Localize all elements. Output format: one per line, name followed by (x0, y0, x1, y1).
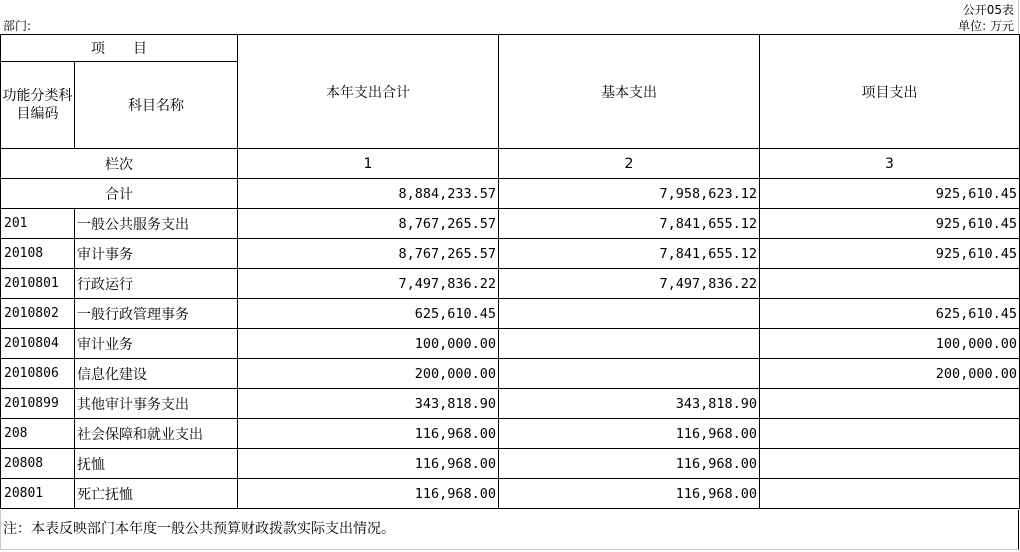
row-col3: 200,000.00 (760, 359, 1020, 389)
project-header-left: 项 (91, 41, 105, 57)
row-col2: 116,968.00 (499, 449, 760, 479)
row-col1: 8,767,265.57 (238, 209, 499, 239)
row-name: 信息化建设 (75, 359, 238, 389)
table-row (1, 299, 1020, 329)
row-col1: 7,497,836.22 (238, 269, 499, 299)
row-col3 (760, 419, 1020, 449)
total-col3: 925,610.45 (760, 179, 1020, 209)
row-col2 (499, 329, 760, 359)
row-col2 (499, 359, 760, 389)
row-col2: 7,841,655.12 (499, 239, 760, 269)
row-col3: 625,610.45 (760, 299, 1020, 329)
row-col1: 200,000.00 (238, 359, 499, 389)
row-col3: 925,610.45 (760, 239, 1020, 269)
row-name: 社会保障和就业支出 (75, 419, 238, 449)
row-col2: 116,968.00 (499, 419, 760, 449)
expenditure-table (0, 34, 1020, 509)
row-col3: 925,610.45 (760, 209, 1020, 239)
row-col1: 8,767,265.57 (238, 239, 499, 269)
row-col3 (760, 479, 1020, 509)
row-name: 一般行政管理事务 (75, 299, 238, 329)
name-col-header: 科目名称 (75, 62, 238, 149)
table-row (1, 449, 1020, 479)
unit-label: 单位: 万元 (958, 19, 1014, 33)
total-label: 合计 (1, 179, 238, 209)
row-code: 2010899 (1, 389, 75, 419)
col-total-header: 本年支出合计 (238, 35, 499, 149)
column-index-label: 栏次 (1, 149, 238, 179)
row-code: 2010801 (1, 269, 75, 299)
row-col2: 343,818.90 (499, 389, 760, 419)
total-col2: 7,958,623.12 (499, 179, 760, 209)
row-col1: 625,610.45 (238, 299, 499, 329)
row-col3: 100,000.00 (760, 329, 1020, 359)
code-col-header: 功能分类科目编码 (1, 62, 75, 149)
table-row (1, 329, 1020, 359)
col-project-header: 项目支出 (760, 35, 1020, 149)
table-row (1, 419, 1020, 449)
column-index-3: 3 (760, 149, 1020, 179)
row-code: 20801 (1, 479, 75, 509)
project-header-right: 目 (133, 41, 147, 57)
row-col2 (499, 299, 760, 329)
column-index-2: 2 (499, 149, 760, 179)
row-col2: 7,841,655.12 (499, 209, 760, 239)
footnote: 注：本表反映部门本年度一般公共预算财政拨款实际支出情况。 (3, 521, 395, 537)
row-code: 20808 (1, 449, 75, 479)
col-basic-header: 基本支出 (499, 35, 760, 149)
row-col1: 116,968.00 (238, 479, 499, 509)
header-row-project (1, 35, 1020, 62)
table-row (1, 269, 1020, 299)
row-col3 (760, 389, 1020, 419)
form-code: 公开05表 (962, 3, 1014, 17)
row-col3 (760, 449, 1020, 479)
total-col1: 8,884,233.57 (238, 179, 499, 209)
row-code: 2010806 (1, 359, 75, 389)
row-code: 2010802 (1, 299, 75, 329)
row-name: 审计事务 (75, 239, 238, 269)
table-row (1, 389, 1020, 419)
row-col3 (760, 269, 1020, 299)
row-code: 208 (1, 419, 75, 449)
row-code: 201 (1, 209, 75, 239)
row-name: 审计业务 (75, 329, 238, 359)
row-code: 2010804 (1, 329, 75, 359)
row-col1: 100,000.00 (238, 329, 499, 359)
column-index-row (1, 149, 1020, 179)
row-col1: 116,968.00 (238, 449, 499, 479)
row-col2: 116,968.00 (499, 479, 760, 509)
row-code: 20108 (1, 239, 75, 269)
row-name: 抚恤 (75, 449, 238, 479)
table-row (1, 359, 1020, 389)
total-row (1, 179, 1020, 209)
table-row (1, 479, 1020, 509)
row-name: 行政运行 (75, 269, 238, 299)
row-col2: 7,497,836.22 (499, 269, 760, 299)
top-right-gridline (1018, 0, 1019, 34)
table-row (1, 209, 1020, 239)
table-row (1, 239, 1020, 269)
project-header (1, 35, 238, 62)
row-name: 死亡抚恤 (75, 479, 238, 509)
row-col1: 116,968.00 (238, 419, 499, 449)
column-index-1: 1 (238, 149, 499, 179)
department-label: 部门: (3, 19, 32, 33)
row-name: 一般公共服务支出 (75, 209, 238, 239)
row-col1: 343,818.90 (238, 389, 499, 419)
row-name: 其他审计事务支出 (75, 389, 238, 419)
